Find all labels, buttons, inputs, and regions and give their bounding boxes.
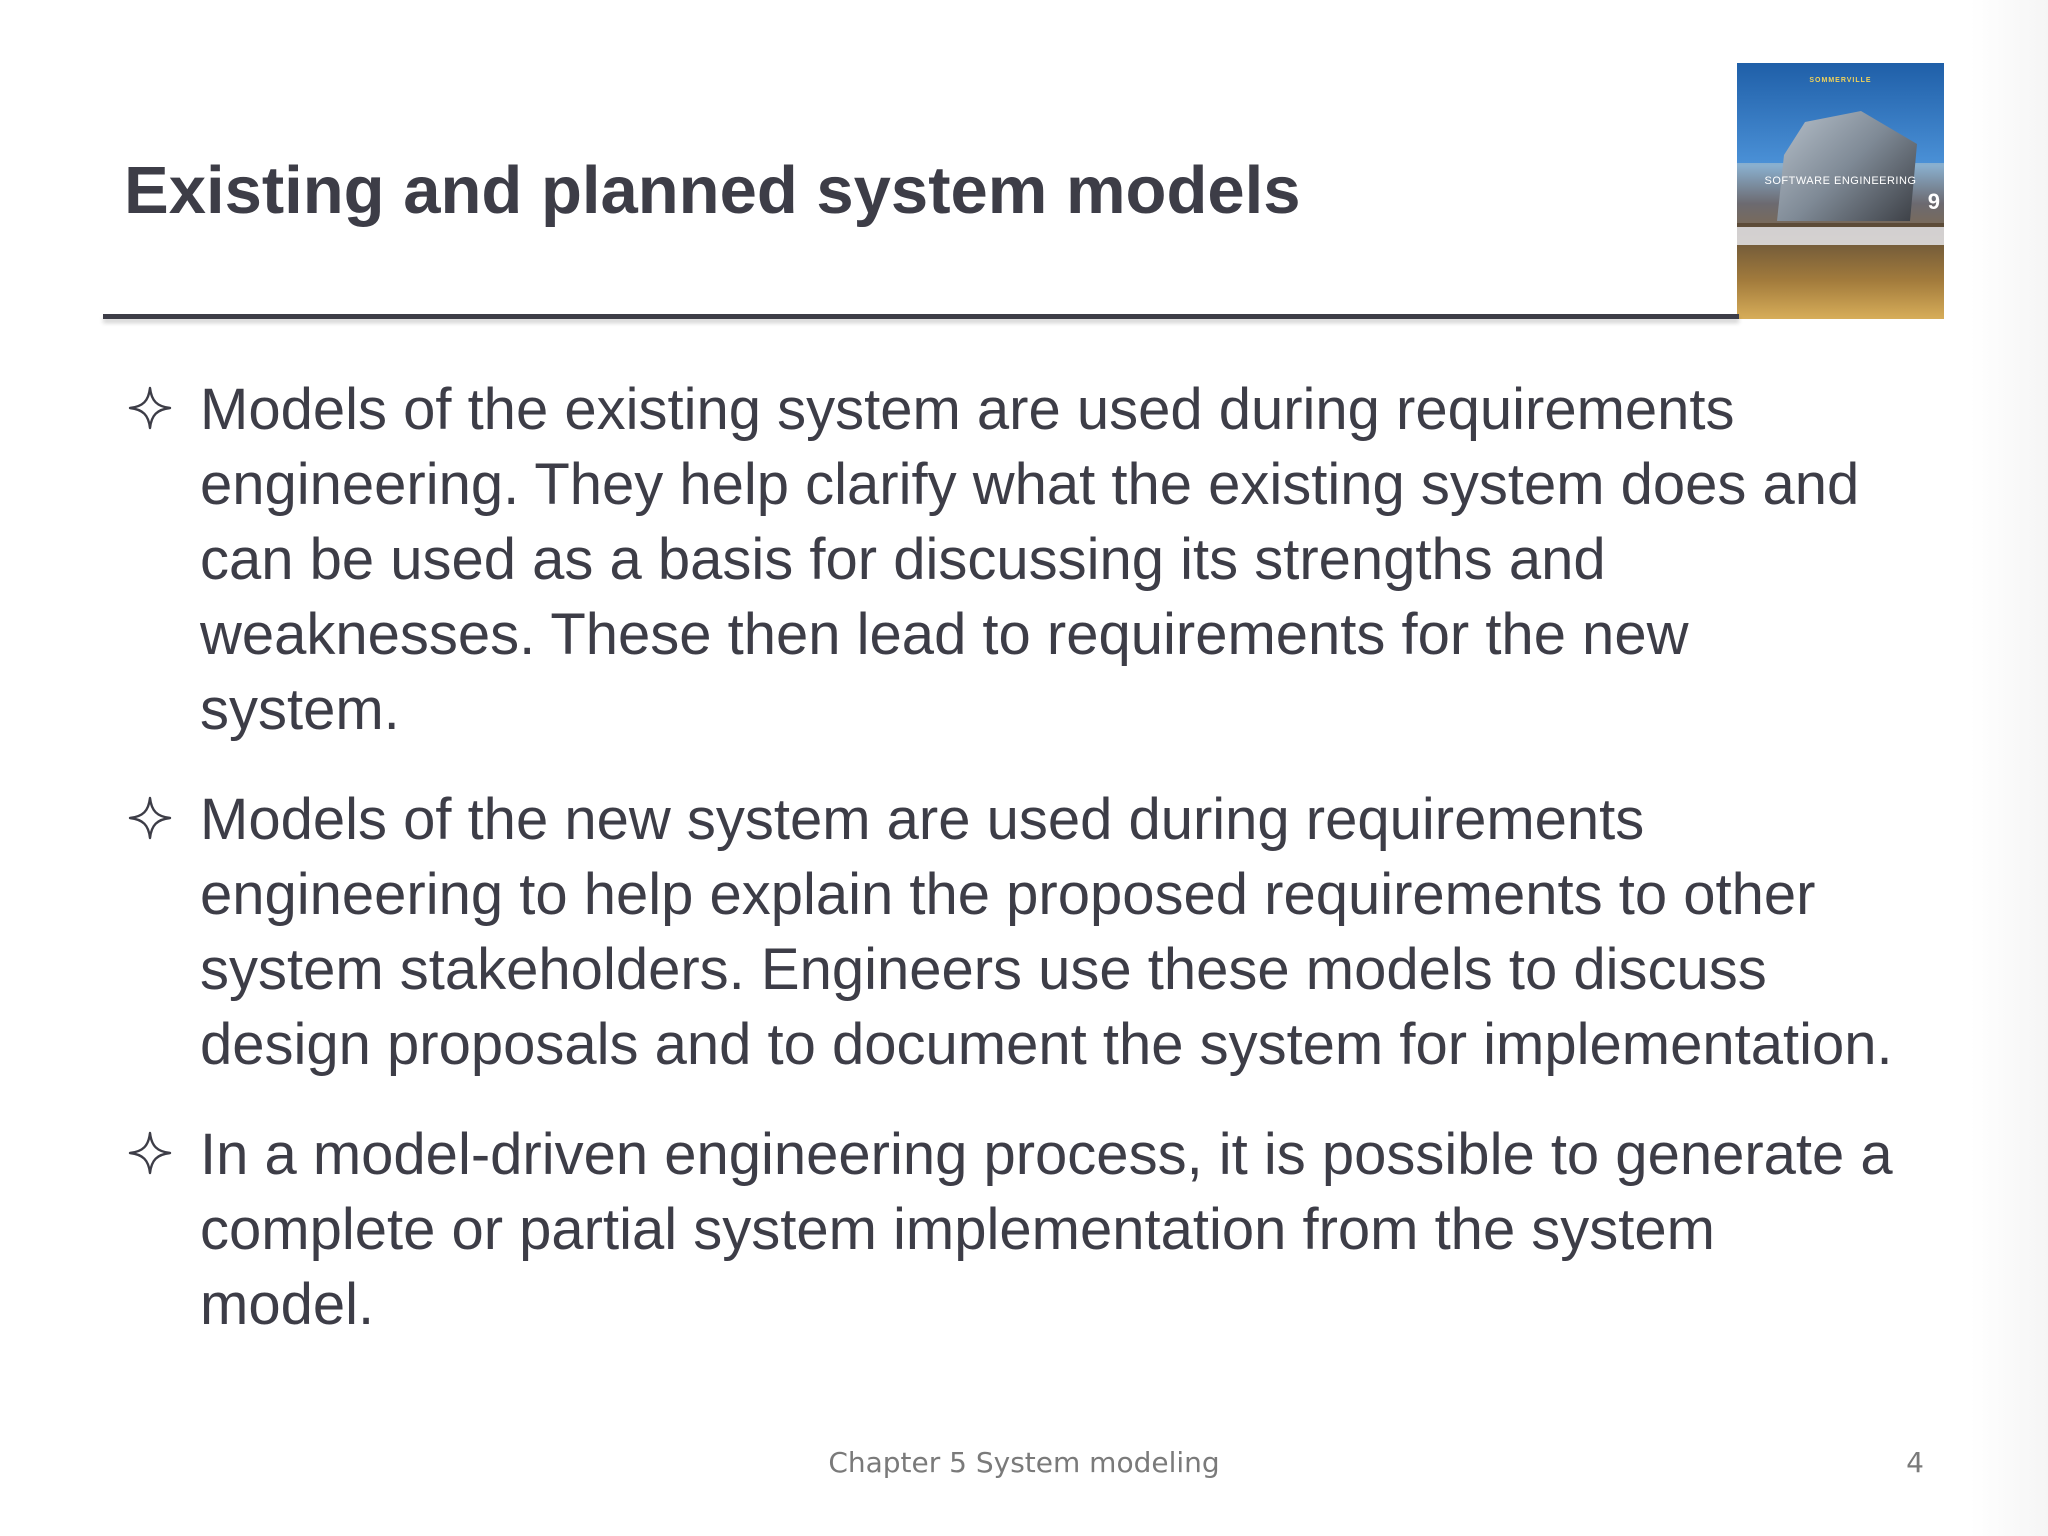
- cover-title-strip: [1737, 227, 1944, 245]
- bullet-item: [124, 782, 1904, 1082]
- cover-title: SOFTWARE ENGINEERING: [1764, 175, 1917, 187]
- cover-author: SOMMERVILLE: [1809, 77, 1872, 84]
- slide-footer: Chapter 5 System modeling: [828, 1446, 1220, 1479]
- bullet-text: In a model-driven engineering process, it is possible to generate a complete or partial system implementation from the system model.: [200, 1122, 1893, 1337]
- cover-edition: 9: [1927, 189, 1940, 214]
- four-point-star-icon: [128, 796, 172, 840]
- slide-edge-shade: [1970, 0, 2048, 1536]
- bullet-text: Models of the new system are used during requirements engineering to help explain the proposed requirements to other system stakeholders. Engineers use these models to discuss design proposals and to document the system for implementation.: [200, 787, 1893, 1077]
- page-number: 4: [1906, 1446, 1924, 1479]
- four-point-star-icon: [128, 1131, 172, 1175]
- four-point-star-icon: [128, 386, 172, 430]
- title-divider: [103, 314, 1739, 319]
- bullet-text: Models of the existing system are used during requirements engineering. They help clarify what the existing system does and can be used as a basis for discussing its strengths and weaknesses. These then lead to requirements for the new system.: [200, 377, 1860, 742]
- bullet-list: [124, 372, 1904, 1377]
- slide-title: Existing and planned system models: [124, 153, 1301, 228]
- bullet-item: [124, 1117, 1904, 1342]
- book-cover-image: [1737, 63, 1944, 319]
- bullet-item: [124, 372, 1904, 747]
